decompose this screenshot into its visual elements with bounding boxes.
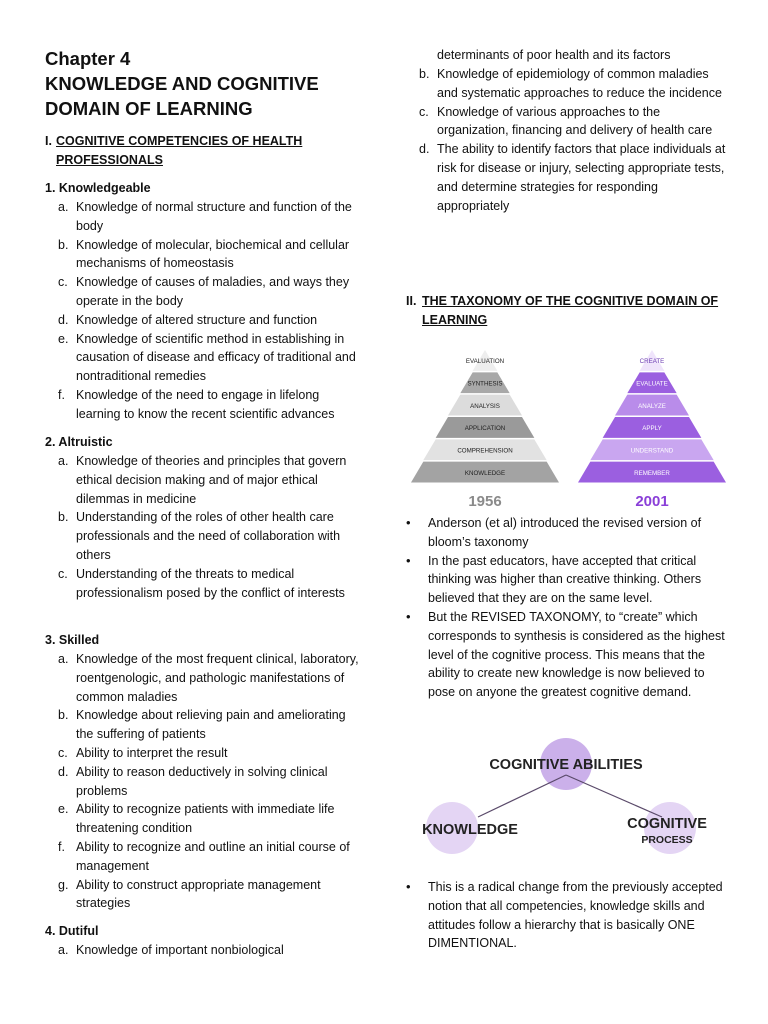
list-item bbox=[45, 650, 363, 706]
list-item-text: Knowledge about relieving pain and ameliorating the suffering of patients bbox=[76, 708, 346, 742]
list-item bbox=[45, 876, 363, 914]
list-item bbox=[45, 763, 363, 801]
list-item bbox=[45, 800, 363, 838]
bullet-icon: • bbox=[406, 879, 411, 894]
knowledgeable-heading: 1. Knowledgeable bbox=[45, 181, 151, 195]
section-1-heading bbox=[45, 132, 356, 170]
section-2-heading bbox=[406, 292, 752, 330]
list-item-text: Ability to reason deductively in solving clinical problems bbox=[76, 764, 328, 798]
chapter-heading bbox=[45, 46, 319, 121]
list-item bbox=[45, 508, 370, 564]
bullet-text: Anderson (et al) introduced the revised version of bloom’s taxonomy bbox=[428, 516, 702, 549]
list-item bbox=[45, 273, 363, 311]
list-marker: b. bbox=[58, 510, 69, 525]
bullet-text: In the past educators, have accepted that critical thinking was higher than creative thinking. Others believed that they are on the same level. bbox=[428, 553, 702, 606]
list-item bbox=[45, 452, 370, 508]
skilled-heading: 3. Skilled bbox=[45, 633, 100, 647]
list-item bbox=[45, 330, 363, 386]
list-marker: c. bbox=[419, 104, 429, 119]
list-item-text: Knowledge of epidemiology of common maladies and systematic approaches to reduce the incidence bbox=[437, 67, 722, 100]
cognitive-abilities-svg bbox=[408, 735, 730, 860]
list-marker: a. bbox=[58, 200, 69, 214]
bullet-text: But the REVISED TAXONOMY, to “create” which corresponds to synthesis is considered as the highest level of the cognitive process. This means that the ability to create new knowledge is now believed to pose on anyone the greatest cognitive demand. bbox=[428, 609, 725, 700]
cognitive-abilities-label: COGNITIVE ABILITIES bbox=[489, 757, 643, 773]
section-1-title-line1: COGNITIVE COMPETENCIES OF HEALTH bbox=[56, 134, 303, 148]
list-item-text: Ability to construct appropriate management strategies bbox=[76, 877, 321, 911]
list-item bbox=[45, 386, 363, 424]
list-item bbox=[45, 744, 363, 763]
taxonomy-pyramids-svg bbox=[408, 348, 730, 512]
list-item-text: Ability to recognize patients with immediate life threatening condition bbox=[76, 802, 335, 836]
bullet-item bbox=[406, 552, 728, 608]
list-item-text: Knowledge of molecular, biochemical and cellular mechanisms of homeostasis bbox=[76, 237, 350, 271]
year-2001-label: 2001 bbox=[635, 493, 669, 510]
pyramid-level-label: EVALUATION bbox=[465, 358, 505, 366]
pyramid-level-label: ANALYSIS bbox=[470, 402, 500, 410]
section-2-number: II. bbox=[406, 294, 417, 308]
list-item bbox=[406, 103, 728, 141]
list-item bbox=[45, 706, 363, 744]
cognitive-process-label-2: PROCESS bbox=[641, 834, 693, 846]
bullet-icon: • bbox=[406, 552, 411, 568]
list-item-text: Ability to recognize and outline an initial course of management bbox=[76, 839, 350, 873]
knowledge-label: KNOWLEDGE bbox=[422, 822, 518, 838]
list-marker: c. bbox=[58, 566, 68, 581]
chapter-label: Chapter 4 bbox=[45, 48, 131, 69]
chapter-title-line2: DOMAIN OF LEARNING bbox=[45, 98, 253, 119]
list-item bbox=[45, 838, 363, 876]
altruistic-heading: 2. Altruistic bbox=[45, 435, 113, 449]
pyramid-level-label: CREATE bbox=[639, 358, 665, 366]
list-marker: d. bbox=[58, 312, 69, 327]
list-marker: a. bbox=[58, 454, 69, 468]
pyramid-level-label: SYNTHESIS bbox=[467, 380, 503, 388]
list-marker: f. bbox=[58, 387, 65, 402]
pyramid-1956 bbox=[411, 350, 559, 483]
pyramid-level-label: UNDERSTAND bbox=[630, 447, 674, 455]
list-marker: a. bbox=[58, 943, 69, 957]
list-item-text: The ability to identify factors that place individuals at risk for disease or injury, selecting appropriate tests, and determine strategies for responding appropriately bbox=[437, 142, 726, 213]
list-marker: f. bbox=[58, 839, 65, 854]
list-item-text: Knowledge of scientific method in establishing in causation of disease and efficacy of traditional and nontraditional remedies bbox=[76, 331, 356, 384]
list-marker: g. bbox=[58, 877, 69, 892]
list-item bbox=[406, 65, 728, 103]
list-item-text: Knowledge of various approaches to the organization, financing and delivery of health care bbox=[437, 104, 713, 138]
list-item bbox=[406, 140, 728, 215]
taxonomy-pyramids-figure bbox=[408, 348, 730, 512]
chapter-title-line1: KNOWLEDGE AND COGNITIVE bbox=[45, 73, 319, 94]
cognitive-abilities-figure bbox=[408, 735, 730, 860]
final-bullets bbox=[406, 878, 728, 953]
list-marker: b. bbox=[58, 708, 69, 723]
list-item-text: Understanding of the threats to medical professionalism posed by the conflict of interests bbox=[76, 566, 345, 600]
bullet-item bbox=[406, 608, 728, 702]
section-2-title-line1: THE TAXONOMY OF THE COGNITIVE DOMAIN OF bbox=[422, 294, 719, 308]
list-item bbox=[45, 941, 365, 960]
bullet-item bbox=[406, 878, 728, 953]
pyramid-level-label: EVALUATE bbox=[636, 380, 668, 388]
list-item bbox=[45, 198, 363, 236]
list-item-text: Knowledge of normal structure and function of the body bbox=[76, 200, 352, 233]
year-1956-label: 1956 bbox=[468, 493, 502, 510]
pyramid-level-label: KNOWLEDGE bbox=[464, 469, 506, 477]
list-item-text: Understanding of the roles of other health care professionals and the need of collaboration with others bbox=[76, 510, 341, 562]
pyramid-2001 bbox=[578, 350, 726, 483]
list-item bbox=[45, 565, 370, 603]
dutiful-list-start bbox=[45, 941, 365, 960]
skilled-list bbox=[45, 650, 363, 913]
list-marker: d. bbox=[58, 764, 69, 779]
list-item-text: Knowledge of altered structure and function bbox=[76, 312, 318, 327]
section-1-title-line2: PROFESSIONALS bbox=[56, 153, 163, 167]
taxonomy-bullets bbox=[406, 514, 728, 702]
list-marker: d. bbox=[419, 142, 430, 157]
bullet-icon: • bbox=[406, 515, 411, 530]
bullet-text: This is a radical change from the previously accepted notion that all competencies, knowledge skills and attitudes follow a hierarchy that is basically ONE DIMENTIONAL. bbox=[428, 880, 723, 951]
list-item-text: Ability to interpret the result bbox=[76, 745, 228, 760]
list-item-text: Knowledge of theories and principles that govern ethical decision making and of major ethical dilemmas in medicine bbox=[76, 454, 347, 506]
pyramid-level-label: APPLY bbox=[642, 425, 662, 433]
knowledgeable-list bbox=[45, 198, 363, 424]
list-marker: e. bbox=[58, 802, 69, 817]
list-item-text: Knowledge of causes of maladies, and ways they operate in the body bbox=[76, 275, 350, 308]
list-marker: c. bbox=[58, 745, 68, 760]
section-1-number: I. bbox=[45, 134, 52, 148]
list-marker: b. bbox=[58, 237, 69, 252]
list-marker: c. bbox=[58, 275, 68, 290]
pyramid-level-label: REMEMBER bbox=[634, 469, 670, 477]
bullet-icon: • bbox=[406, 608, 411, 624]
bullet-item bbox=[406, 514, 728, 552]
cognitive-process-label-1: COGNITIVE bbox=[627, 816, 707, 832]
pyramid-level-label: APPLICATION bbox=[464, 425, 506, 433]
altruistic-list bbox=[45, 452, 370, 602]
pyramid-level-label: COMPREHENSION bbox=[457, 447, 513, 455]
list-marker: a. bbox=[58, 652, 69, 666]
list-item-text: Knowledge of important nonbiological bbox=[76, 943, 284, 957]
pyramid-level-label: ANALYZE bbox=[638, 402, 666, 410]
list-item bbox=[45, 236, 363, 274]
list-item-text: Knowledge of the most frequent clinical, laboratory, roentgenologic, and pathologic manifestations of common maladies bbox=[76, 652, 359, 704]
connector-left bbox=[478, 775, 566, 817]
section-2-title-line2: LEARNING bbox=[422, 313, 488, 327]
connector-right bbox=[566, 775, 662, 817]
list-marker: b. bbox=[419, 67, 430, 81]
dutiful-item-a-continued: determinants of poor health and its factors bbox=[437, 48, 671, 62]
list-marker: e. bbox=[58, 331, 69, 346]
dutiful-heading: 4. Dutiful bbox=[45, 924, 99, 938]
dutiful-list-continued bbox=[406, 65, 728, 215]
list-item bbox=[45, 311, 363, 330]
list-item-text: Knowledge of the need to engage in lifelong learning to know the recent scientific advances bbox=[76, 387, 335, 421]
